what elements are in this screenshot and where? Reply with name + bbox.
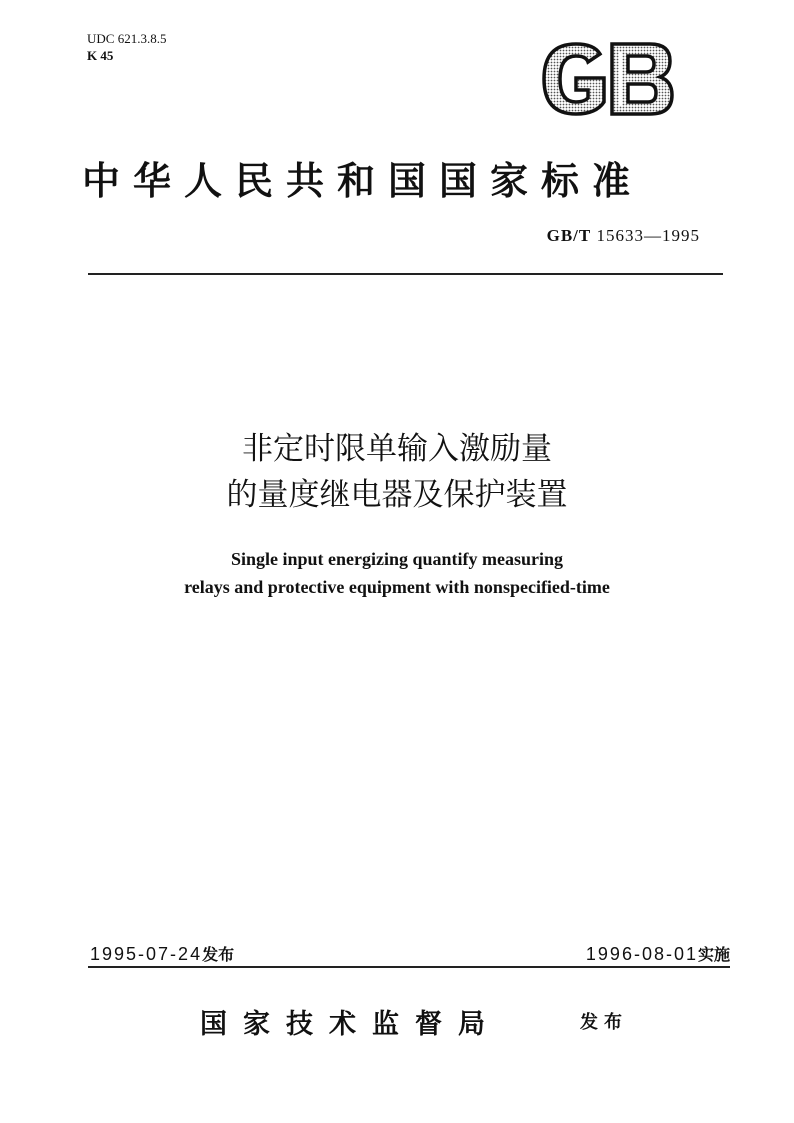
effective-date-value: 1996-08-01 <box>585 944 698 964</box>
chinese-title-line-2: 的量度继电器及保护装置 <box>226 477 568 513</box>
gb-logo <box>538 40 676 118</box>
standard-code: 15633—1995 <box>596 226 700 245</box>
category-code: K 45 <box>87 48 114 63</box>
header-divider <box>88 273 723 275</box>
standard-type-title: 中华人民共和国国家标准 <box>82 158 644 203</box>
english-title-line-2: relays and protective equipment with nonspecified-time <box>184 577 610 597</box>
issue-label: 发布 <box>202 945 235 964</box>
footer-divider <box>88 966 730 968</box>
issue-date-value: 1995-07-24 <box>90 944 203 964</box>
chinese-title-line-1: 非定时限单输入激励量 <box>242 431 552 467</box>
publish-label: 发布 <box>580 1012 628 1033</box>
udc-code: UDC 621.3.8.5 <box>87 31 167 46</box>
issue-date <box>90 942 234 965</box>
issuing-authority: 国家技术监督局 <box>200 1009 501 1040</box>
standard-number <box>547 226 700 246</box>
english-title-line-1: Single input energizing quantify measuring <box>230 549 564 569</box>
effective-date <box>586 942 730 965</box>
udc-classification <box>87 30 166 64</box>
standard-prefix: GB/T <box>546 226 592 245</box>
effective-label: 实施 <box>697 945 730 964</box>
